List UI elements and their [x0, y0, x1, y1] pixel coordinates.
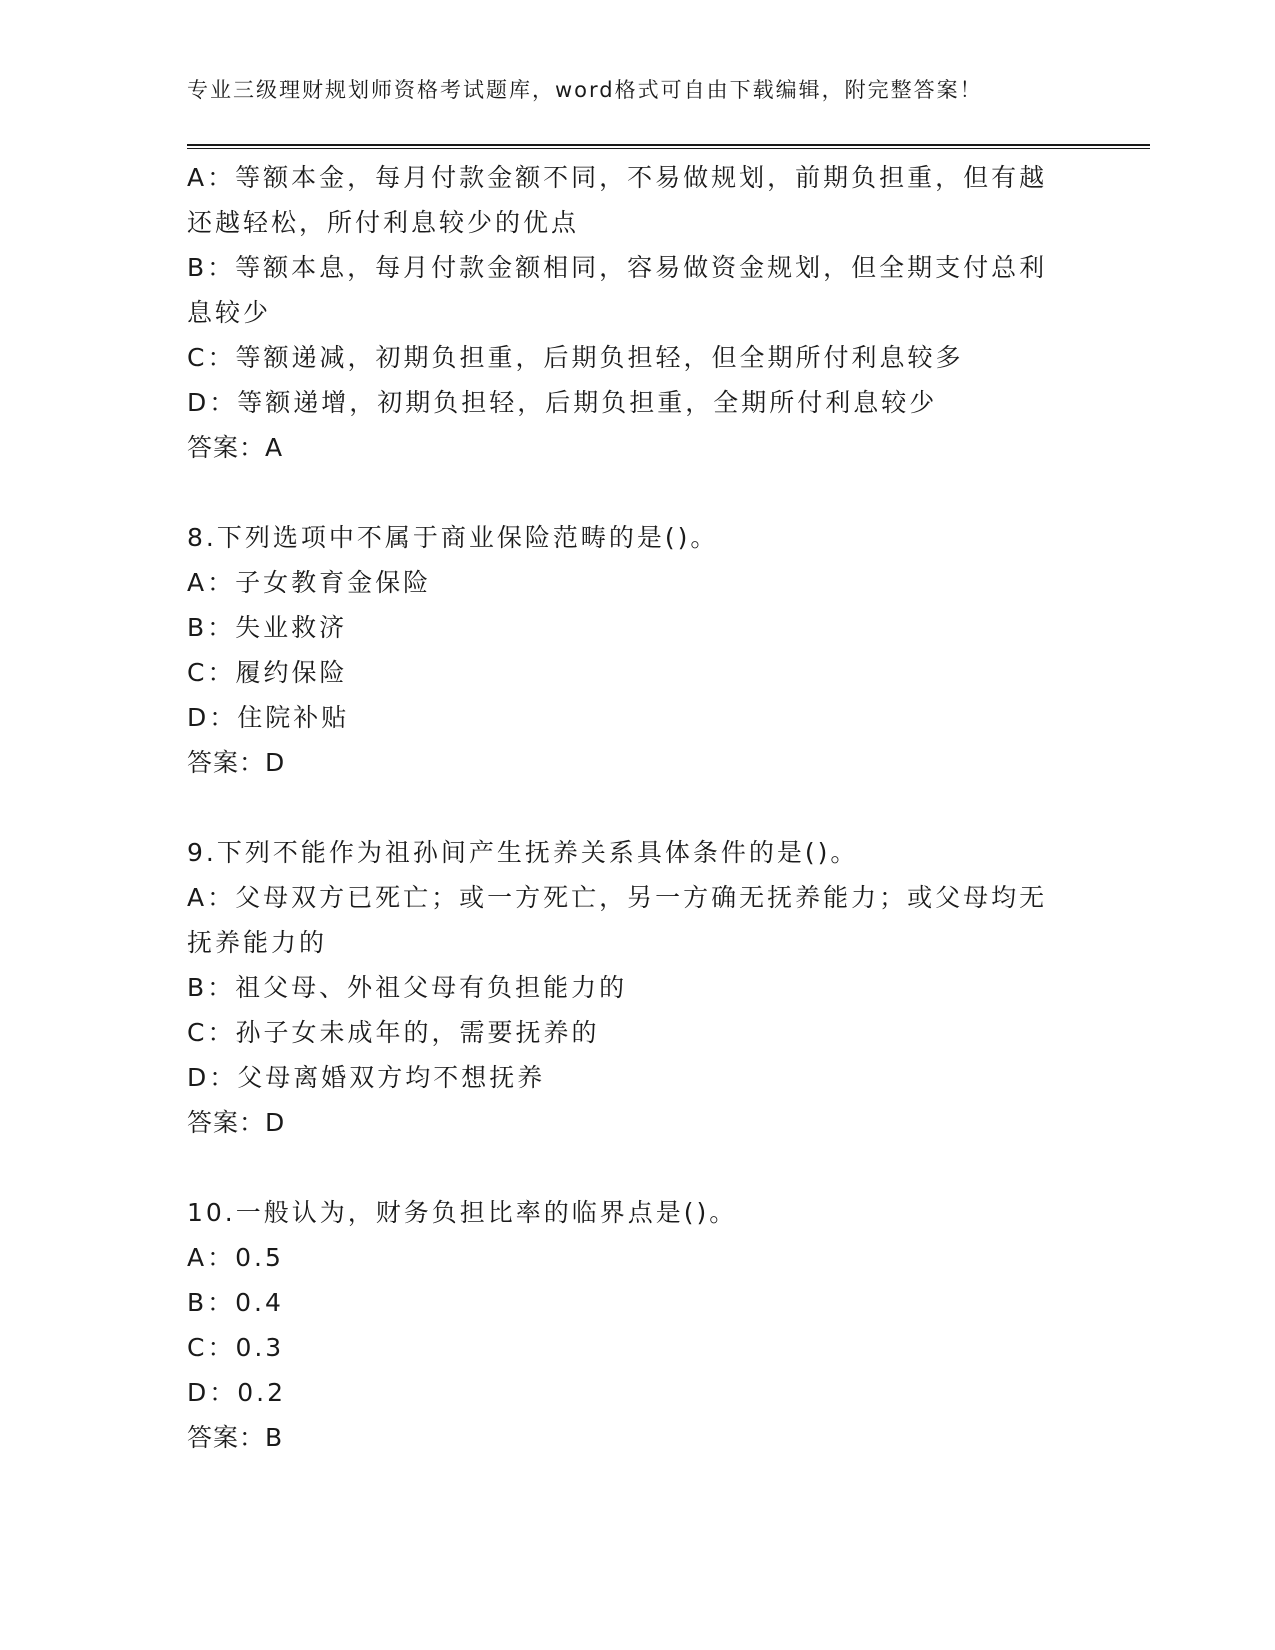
option-line: C：等额递减，初期负担重，后期负担轻，但全期所付利息较多	[187, 343, 964, 372]
question-10-block	[187, 1190, 1087, 1460]
spacer	[187, 470, 1087, 515]
spacer	[187, 1145, 1087, 1190]
option-line: B：祖父母、外祖父母有负担能力的	[187, 973, 628, 1002]
question-9-block	[187, 830, 1087, 1145]
answer-line: 答案：A	[187, 433, 284, 462]
option-line: A：等额本金，每月付款金额不同，不易做规划，前期负担重，但有越	[187, 163, 1048, 192]
question-8-block	[187, 515, 1087, 785]
option-line: B：等额本息，每月付款金额相同，容易做资金规划，但全期支付总利	[187, 253, 1048, 282]
option-line: 息较少	[187, 298, 272, 327]
option-line: C：履约保险	[187, 658, 348, 687]
option-line: D：等额递增，初期负担轻，后期负担重，全期所付利息较少	[187, 388, 938, 417]
answer-line: 答案：D	[187, 1108, 286, 1137]
page-header: 专业三级理财规划师资格考试题库，word格式可自由下载编辑，附完整答案！	[187, 78, 983, 102]
document-body	[187, 155, 1087, 1460]
option-line: D：父母离婚双方均不想抚养	[187, 1063, 546, 1092]
option-line: A：0.5	[187, 1243, 284, 1272]
question-7-block	[187, 155, 1087, 470]
option-line: 还越轻松，所付利息较少的优点	[187, 208, 580, 237]
question-text: 9.下列不能作为祖孙间产生抚养关系具体条件的是()。	[187, 838, 859, 867]
option-line: C：孙子女未成年的，需要抚养的	[187, 1018, 600, 1047]
question-text: 8.下列选项中不属于商业保险范畴的是()。	[187, 523, 719, 552]
option-line: A：父母双方已死亡；或一方死亡，另一方确无抚养能力；或父母均无	[187, 883, 1048, 912]
option-line: C：0.3	[187, 1333, 285, 1362]
option-line: A：子女教育金保险	[187, 568, 432, 597]
header-divider	[187, 144, 1150, 149]
option-line: D：0.2	[187, 1378, 287, 1407]
answer-line: 答案：D	[187, 748, 286, 777]
option-line: B：失业救济	[187, 613, 348, 642]
option-line: 抚养能力的	[187, 928, 328, 957]
option-line: B：0.4	[187, 1288, 284, 1317]
spacer	[187, 785, 1087, 830]
option-line: D：住院补贴	[187, 703, 350, 732]
answer-line: 答案：B	[187, 1423, 284, 1452]
question-text: 10.一般认为，财务负担比率的临界点是()。	[187, 1198, 738, 1227]
